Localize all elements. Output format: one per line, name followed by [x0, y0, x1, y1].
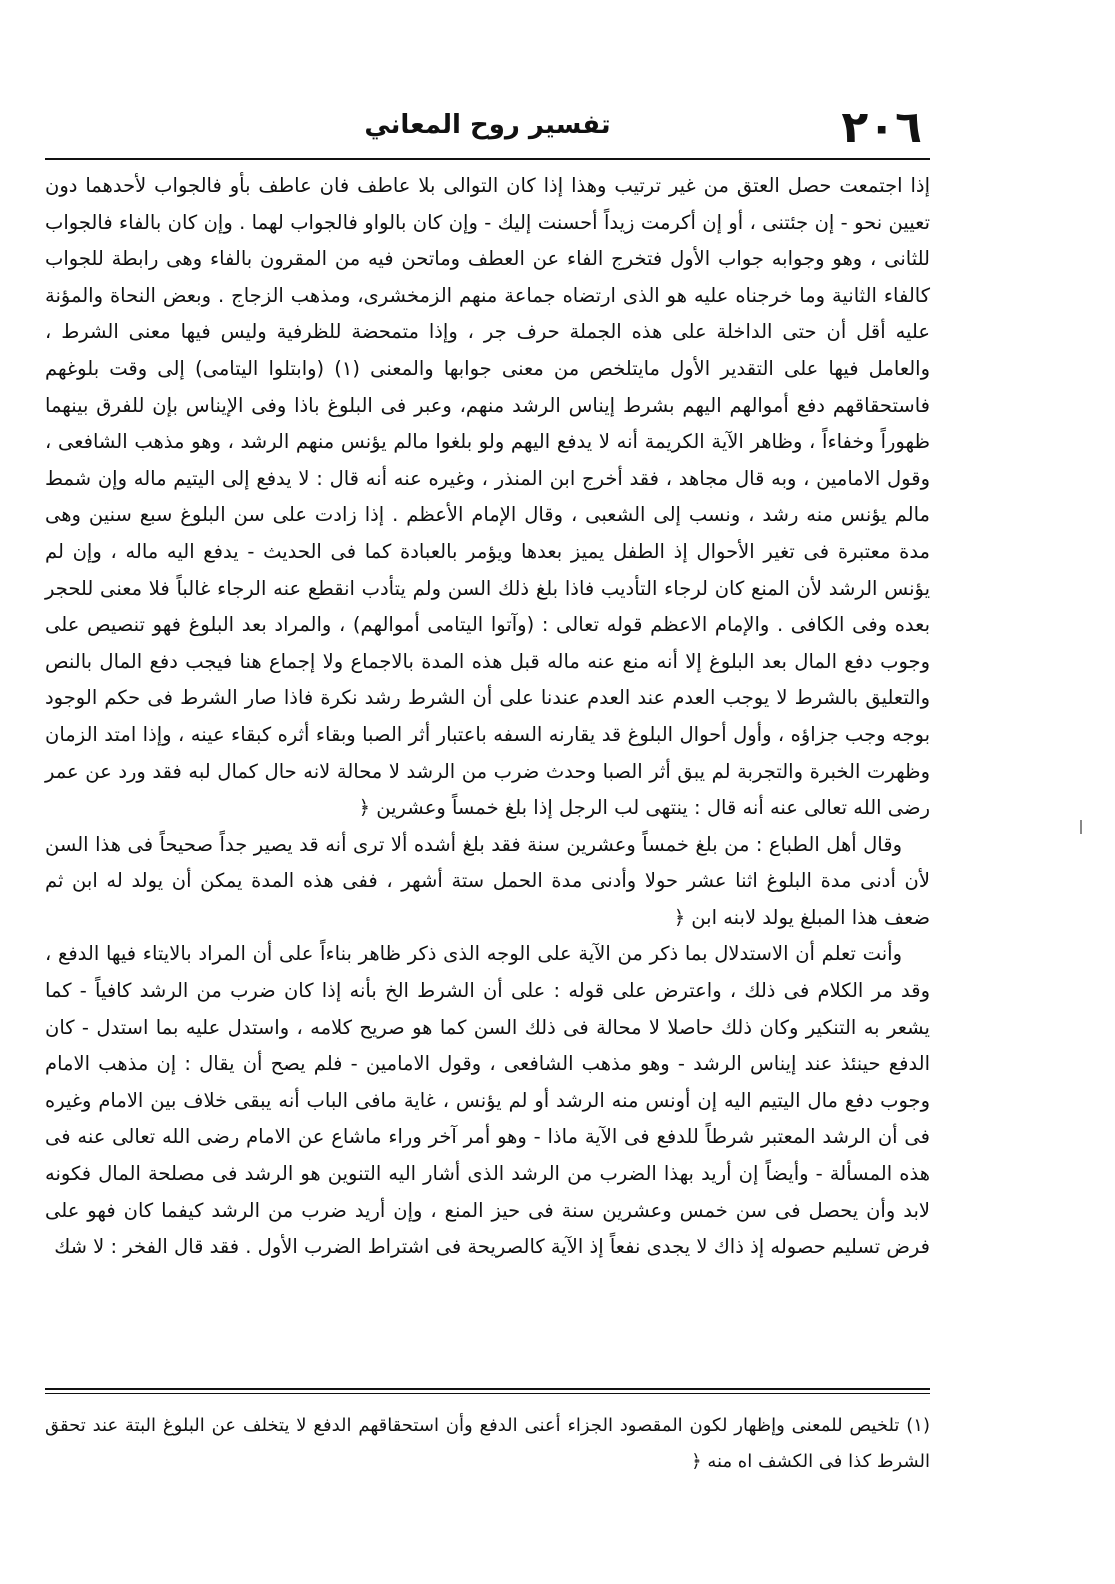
footnote-divider	[45, 1388, 930, 1394]
running-title: تفسير روح المعاني	[364, 110, 611, 140]
margin-mark	[1080, 820, 1082, 834]
paragraph-1: إذا اجتمعت حصل العتق من غير ترتيب وهذا إذا كان التوالى بلا عاطف فان عاطف بأو فالجواب لأحدهما دون تعيين نحو - إن جئتنى ، أو إن أكرمت زيداً أحسنت إليك - وإن كان بالواو فالجواب لهما . وإن كان بالفاء فالجواب للثانى ، وهو وجوابه جواب الأول فتخرج الفاء عن العطف وماتحن فيه من المقرون بالفاء وهى رابطة للجواب كالفاء الثانية وما خرجناه عليه هو الذى ارتضاه جماعة منهم الزمخشرى، ومذهب الزجاج . وبعض النحاة والمؤنة عليه أقل أن حتى الداخلة على هذه الجملة حرف جر ، وإذا متمحضة للظرفية وليس فيها معنى الشرط ، والعامل فيها على التقدير الأول مايتلخص من معنى جوابها والمعنى (١) (وابتلوا اليتامى) إلى وقت بلوغهم فاستحقاقهم دفع أموالهم اليهم بشرط إيناس الرشد منهم، وعبر فى البلوغ باذا وفى الإيناس بإن للفرق بينهما ظهوراً وخفاءاً ، وظاهر الآية الكريمة أنه لا يدفع اليهم ولو بلغوا مالم يؤنس منهم الرشد ، وهو مذهب الشافعى ، وقول الامامين ، وبه قال مجاهد ، فقد أخرج ابن المنذر ، وغيره عنه أنه قال : لا يدفع إلى اليتيم ماله وإن شمط مالم يؤنس منه رشد ، ونسب إلى الشعبى ، وقال الإمام الأعظم . إذا زادت على سن البلوغ سبع سنين وهى مدة معتبرة فى تغير الأحوال إذ الطفل يميز بعدها ويؤمر بالعبادة كما فى الحديث - يدفع اليه ماله ، وإن لم يؤنس الرشد لأن المنع كان لرجاء التأديب فاذا بلغ ذلك السن ولم يتأدب انقطع عنه الرجاء غالباً فلا معنى للحجر بعده وفى الكافى . والإمام الاعظم قوله تعالى : (وآتوا اليتامى أموالهم) ، والمراد بعد البلوغ فهو تنصيص على وجوب دفع المال بعد البلوغ إلا أنه منع عنه ماله قبل هذه المدة بالاجماع ولا إجماع هنا فيجب دفع المال بالنص والتعليق بالشرط لا يوجب العدم عند العدم عندنا على أن الشرط رشد نكرة فاذا صار الشرط فى حكم الوجود بوجه وجب جزاؤه ، وأول أحوال البلوغ قد يقارنه السفه باعتبار أثر الصبا وبقاء أثره كبقاء عينه ، وإذا امتد الزمان وظهرت الخبرة والتجربة لم يبق أثر الصبا وحدث ضرب من الرشد لا محالة لانه حال كمال لبه فقد ورد عن عمر رضى الله تعالى عنه أنه قال : ينتهى لب الرجل إذا بلغ خمساً وعشرين ﴿	[45, 174, 931, 820]
paragraph-3: وأنت تعلم أن الاستدلال بما ذكر من الآية على الوجه الذى ذكر ظاهر بناءاً على أن المراد بالايتاء فيها الدفع ، وقد مر الكلام فى ذلك ، واعترض على قوله : على أن الشرط الخ بأنه إذا كان ضرب من الرشد كافياً - كما يشعر به التنكير وكان ذلك حاصلا لا محالة فى ذلك السن كما هو صريح كلامه ، واستدل عليه بما استدل - كان الدفع حينئذ عند إيناس الرشد - وهو مذهب الشافعى ، وقول الامامين - فلم يصح أن يقال : إن مذهب الامام وجوب دفع مال اليتيم اليه إن أونس منه الرشد أو لم يؤنس ، غاية مافى الباب أنه يبقى خلاف بين الامام وغيره فى أن الرشد المعتبر شرطاً للدفع فى الآية ماذا - وهو أمر آخر وراء ماشاع عن الامام رضى الله تعالى عنه فى هذه المسألة - وأيضاً إن أريد بهذا الضرب من الرشد الذى أشار اليه التنوين هو الرشد فى مصلحة المال فكونه لابد وأن يحصل فى سن خمس وعشرين سنة فى حيز المنع ، وإن أريد ضرب من الرشد كيفما كان فهو على فرض تسليم حصوله إذ ذاك لا يجدى نفعاً إذ الآية كالصريحة فى اشتراط الضرب الأول . فقد قال الفخر : لا شك	[45, 942, 930, 1259]
page-header	[45, 102, 930, 160]
paragraph-2: وقال أهل الطباع : من بلغ خمساً وعشرين سنة فقد بلغ أشده ألا ترى أنه قد يصير جداً صحيحاً فى هذا السن لأن أدنى مدة البلوغ اثنا عشر حولا وأدنى مدة الحمل ستة أشهر ، ففى هذه المدة يمكن أن يولد له ابن ثم ضعف هذا المبلغ يولد لابنه ابن ﴿	[45, 832, 930, 929]
book-page	[45, 102, 931, 1478]
main-text	[45, 168, 930, 1266]
page-number: ٢٠٦	[841, 102, 922, 153]
footnote: (١) تلخيص للمعنى وإظهار لكون المقصود الجزاء أعنى الدفع وأن استحقاقهم الدفع لا يتخلف عن البلوغ البتة عند تحقق الشرط كذا فى الكشف اه منه ﴿	[45, 1415, 930, 1472]
